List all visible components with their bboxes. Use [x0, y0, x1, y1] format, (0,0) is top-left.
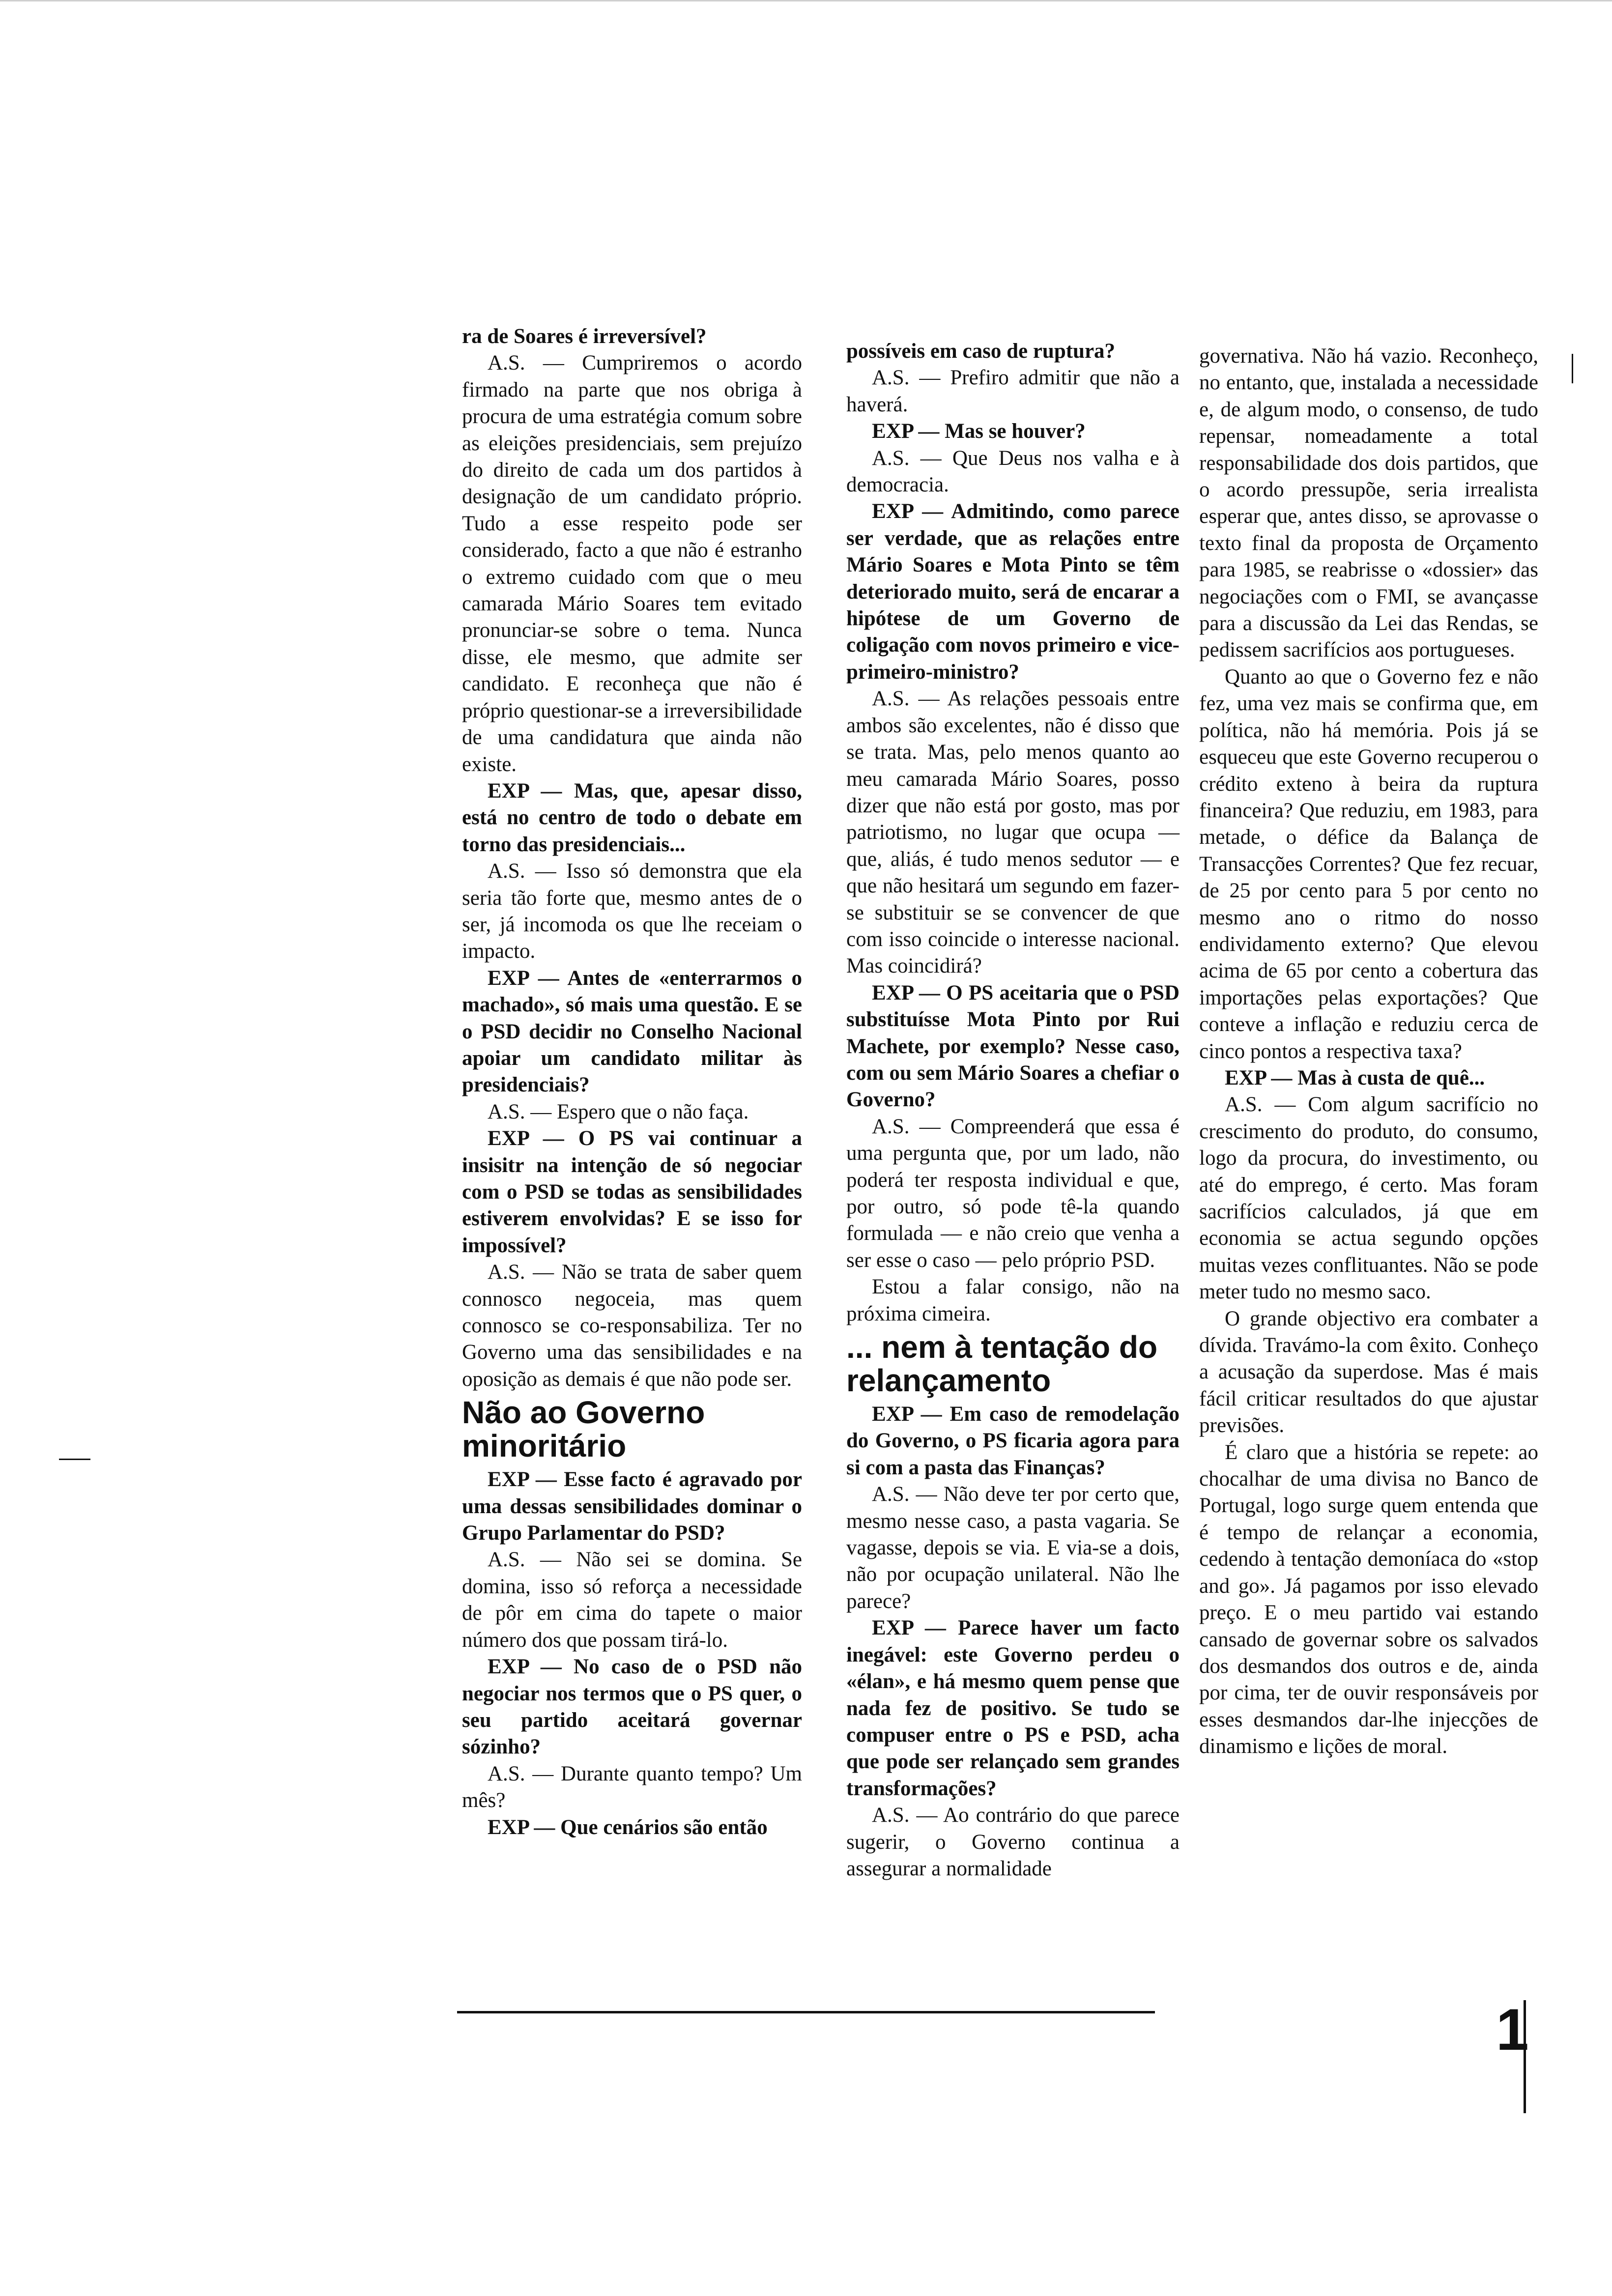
question-paragraph: EXP — Mas se houver?	[872, 420, 1086, 443]
bottom-rule	[457, 2011, 1155, 2013]
answer-paragraph: A.S. — Não se trata de saber quem connosco negoceia, mas quem connosco se co-responsabiliza. Ter no Governo uma das sensibilidades e na oposição as demais é que não pode ser.	[462, 1261, 802, 1391]
answer-paragraph: A.S. — Com algum sacrifício no crescimento do produto, do consumo, logo da procura, do investimento, ou até do emprego, é certo. Mas foram sacrifícios calculados, já que em economia se actua segundo opções muitas vezes conflituantes. Não se pode meter tudo no mesmo saco.	[1199, 1093, 1538, 1304]
page-marker: 1	[1496, 1997, 1529, 2063]
article-column-2	[846, 338, 1180, 1882]
answer-paragraph: Estou a falar consigo, não na próxima cimeira.	[846, 1275, 1180, 1325]
answer-paragraph: A.S. — Ao contrário do que parece sugerir, o Governo continua a assegurar a normalidade	[846, 1804, 1180, 1880]
question-paragraph: EXP — Mas, que, apesar disso, está no centro de todo o debate em torno das presidenciais...	[462, 779, 802, 856]
answer-continuation: governativa. Não há vazio. Reconheço, no entanto, que, instalada a necessidade e, de algum modo, o consenso, de tudo repensar, nomeadamente a total responsabilidade dos dois partidos, que o acordo pressupõe, seria irrealista esperar que, antes disso, se aprovasse o texto final da proposta de Orçamento para 1985, se reabrisse o «dossier» das negociações com o FMI, se avançasse para a discussão da Lei das Rendas, se pedissem sacrifícios aos portugueses.	[1199, 344, 1538, 662]
question-paragraph: EXP — No caso de o PSD não negociar nos termos que o PS quer, o seu partido aceitará governar sózinho?	[462, 1655, 802, 1759]
answer-paragraph: A.S. — Não sei se domina. Se domina, isso só reforça a necessidade de pôr em cima do tapete o maior número dos que possam tirá-lo.	[462, 1548, 802, 1652]
question-paragraph: EXP — Antes de «enterrarmos o machado», só mais uma questão. E se o PSD decidir no Conselho Nacional apoiar um candidato militar às presidenciais?	[462, 966, 802, 1097]
answer-paragraph: Quanto ao que o Governo fez e não fez, uma vez mais se confirma que, em política, não há memória. Pois já se esqueceu que este Governo recuperou o crédito exteno à beira da ruptura financeira? Que reduziu, em 1983, para metade, o défice da Balança de Transacções Correntes? Que fez recuar, de 25 por cento para 5 por cento no mesmo ano o ritmo do nosso endividamento externo? Que elevou acima de 65 por cento a cobertura das importações pelas exportações? Que conteve a inflação e reduziu cerca de cinco pontos a respectiva taxa?	[1199, 665, 1538, 1063]
article-column-1	[462, 323, 802, 1841]
answer-paragraph: A.S. — Isso só demonstra que ela seria tão forte que, mesmo antes de o ser, já incomoda os que lhe receiam o impacto.	[462, 860, 802, 963]
section-heading: Não ao Governo minoritário	[462, 1395, 705, 1464]
question-continuation: ra de Soares é irreversível?	[462, 325, 707, 348]
margin-mark	[59, 1459, 90, 1460]
question-continuation: possíveis em caso de ruptura?	[846, 340, 1116, 363]
question-paragraph: EXP — Parece haver um facto inegável: este Governo perdeu o «élan», e há mesmo quem pense que nada fez de positivo. Se tudo se compuser entre o PS e PSD, acha que pode ser relançado sem grandes transformações?	[846, 1616, 1180, 1800]
answer-paragraph: A.S. — Cumpriremos o acordo firmado na parte que nos obriga à procura de uma estratégia comum sobre as eleições presidenciais, sem prejuízo do direito de cada um dos partidos à designação de um candidato próprio. Tudo a esse respeito pode ser considerado, facto a que não é estranho o extremo cuidado com que o meu camarada Mário Soares tem evitado pronunciar-se sobre o tema. Nunca disse, ele mesmo, que admite ser candidato. E reconheça que não é próprio questionar-se a irreversibilidade de uma candidatura que ainda não existe.	[462, 351, 802, 776]
page-top-edge	[0, 0, 1612, 1]
answer-paragraph: A.S. — Não deve ter por certo que, mesmo nesse caso, a pasta vagaria. Se vagasse, depois se via. E via-se a dois, não por ocupação unilateral. Não lhe parece?	[846, 1483, 1180, 1613]
article-column-3	[1199, 343, 1538, 1760]
answer-paragraph: É claro que a história se repete: ao chocalhar de uma divisa no Banco de Portugal, logo surge quem entenda que é tempo de relançar a economia, cedendo à tentação demoníaca do «stop and go». Já pagamos por isso elevado preço. E o meu partido vai estando cansado de governar sobre os salvados dos desmandos dos outros e de, ainda por cima, ter de ouvir responsáveis por esses desmandos dar-lhe injecções de dinamismo e lições de moral.	[1199, 1440, 1538, 1758]
answer-paragraph: O grande objectivo era combater a dívida. Travámo-la com êxito. Conheço a acusação da superdose. Mas é mais fácil criticar resultados do que ajustar previsões.	[1199, 1307, 1538, 1437]
answer-paragraph: A.S. — Compreenderá que essa é uma pergunta que, por um lado, não poderá ter resposta individual e que, por outro, só pode tê-la quando formulada — e não creio que venha a ser esse o caso — pelo próprio PSD.	[846, 1115, 1180, 1272]
question-paragraph: EXP — O PS aceitaria que o PSD substituísse Mota Pinto por Rui Machete, por exemplo? Nesse caso, com ou sem Mário Soares a chefiar o Governo?	[846, 981, 1180, 1112]
answer-paragraph: A.S. — Que Deus nos valha e à democracia.	[846, 446, 1180, 497]
question-paragraph: EXP — O PS vai continuar a insisitr na intenção de só negociar com o PSD se todas as sensibilidades estiverem envolvidas? E se isso for impossível?	[462, 1127, 802, 1257]
answer-paragraph: A.S. — As relações pessoais entre ambos são excelentes, não é disso que se trata. Mas, pelo menos quanto ao meu camarada Mário Soares, posso dizer que não está por gosto, mas por patriotismo, no lugar que ocupa — que, aliás, é tudo menos sedutor — e que não hesitará um segundo em fazer-se substituir se se convencer de que com isso coincide o interesse nacional. Mas coincidirá?	[846, 687, 1180, 978]
answer-paragraph: A.S. — Durante quanto tempo? Um mês?	[462, 1762, 802, 1812]
answer-paragraph: A.S. — Prefiro admitir que não a haverá.	[846, 366, 1180, 416]
question-paragraph: EXP — Esse facto é agravado por uma dessas sensibilidades dominar o Grupo Parlamentar do PSD?	[462, 1468, 802, 1545]
question-paragraph: EXP — Em caso de remodelação do Governo, o PS ficaria agora para si com a pasta das Finanças?	[846, 1403, 1180, 1479]
margin-mark	[1572, 354, 1573, 383]
question-paragraph: EXP — Mas à custa de quê...	[1225, 1066, 1485, 1090]
answer-paragraph: A.S. — Espero que o não faça.	[488, 1100, 749, 1123]
question-paragraph: EXP — Admitindo, como parece ser verdade, que as relações entre Mário Soares e Mota Pinto se têm deteriorado muito, será de encarar a hipótese de um Governo de coligação com novos primeiro e vice-primeiro-ministro?	[846, 500, 1180, 684]
section-heading: ... nem à tentação do relançamento	[846, 1329, 1158, 1399]
question-paragraph: EXP — Que cenários são então	[488, 1815, 768, 1839]
